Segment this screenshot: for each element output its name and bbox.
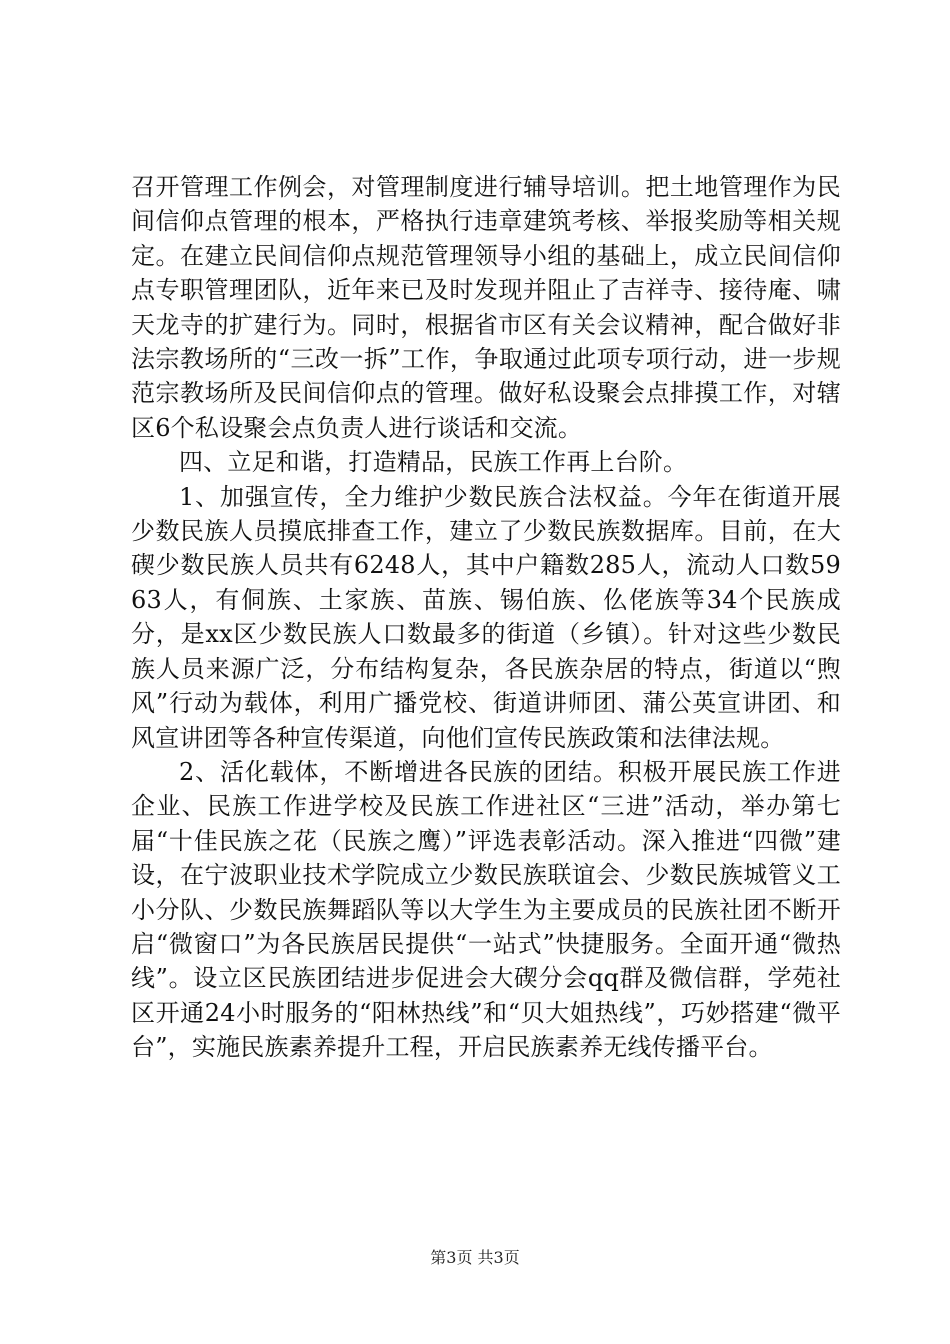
document-body <box>131 170 841 1065</box>
paragraph-publicity: 1、加强宣传，全力维护少数民族合法权益。今年在街道开展少数民族人员摸底排查工作，建立了少数民族数据库。目前，在大碶少数民族人员共有6248人，其中户籍数285人，流动人口数5963人，有侗族、土家族、苗族、锡伯族、仫佬族等34个民族成分，是xx区少数民族人口数最多的街道（乡镇）。针对这些少数民族人员来源广泛，分布结构复杂，各民族杂居的特点，街道以“煦风”行动为载体，利用广播党校、街道讲师团、蒲公英宣讲团、和风宣讲团等各种宣传渠道，向他们宣传民族政策和法律法规。 <box>131 482 841 752</box>
section-heading: 四、立足和谐，打造精品，民族工作再上台阶。 <box>179 448 688 477</box>
page-number-footer: 第3页 共3页 <box>430 1248 520 1267</box>
paragraph-continuation: 召开管理工作例会，对管理制度进行辅导培训。把土地管理作为民间信仰点管理的根本，严格执行违章建筑考核、举报奖励等相关规定。在建立民间信仰点规范管理领导小组的基础上，成立民间信仰点专职管理团队，近年来已及时发现并阻止了吉祥寺、接待庵、啸天龙寺的扩建行为。同时，根据省市区有关会议精神，配合做好非法宗教场所的“三改一拆”工作，争取通过此项专项行动，进一步规范宗教场所及民间信仰点的管理。做好私设聚会点排摸工作，对辖区6个私设聚会点负责人进行谈话和交流。 <box>131 173 841 442</box>
paragraph-unity: 2、活化载体，不断增进各民族的团结。积极开展民族工作进企业、民族工作进学校及民族工作进社区“三进”活动，举办第七届“十佳民族之花（民族之鹰）”评选表彰活动。深入推进“四微”建设，在宁波职业技术学院成立少数民族联谊会、少数民族城管义工小分队、少数民族舞蹈队等以大学生为主要成员的民族社团不断开启“微窗口”为各民族居民提供“一站式”快捷服务。全面开通“微热线”。设立区民族团结进步促进会大碶分会qq群及微信群，学苑社区开通24小时服务的“阳林热线”和“贝大姐热线”，巧妙搭建“微平台”，实施民族素养提升工程，开启民族素养无线传播平台。 <box>131 757 841 1062</box>
